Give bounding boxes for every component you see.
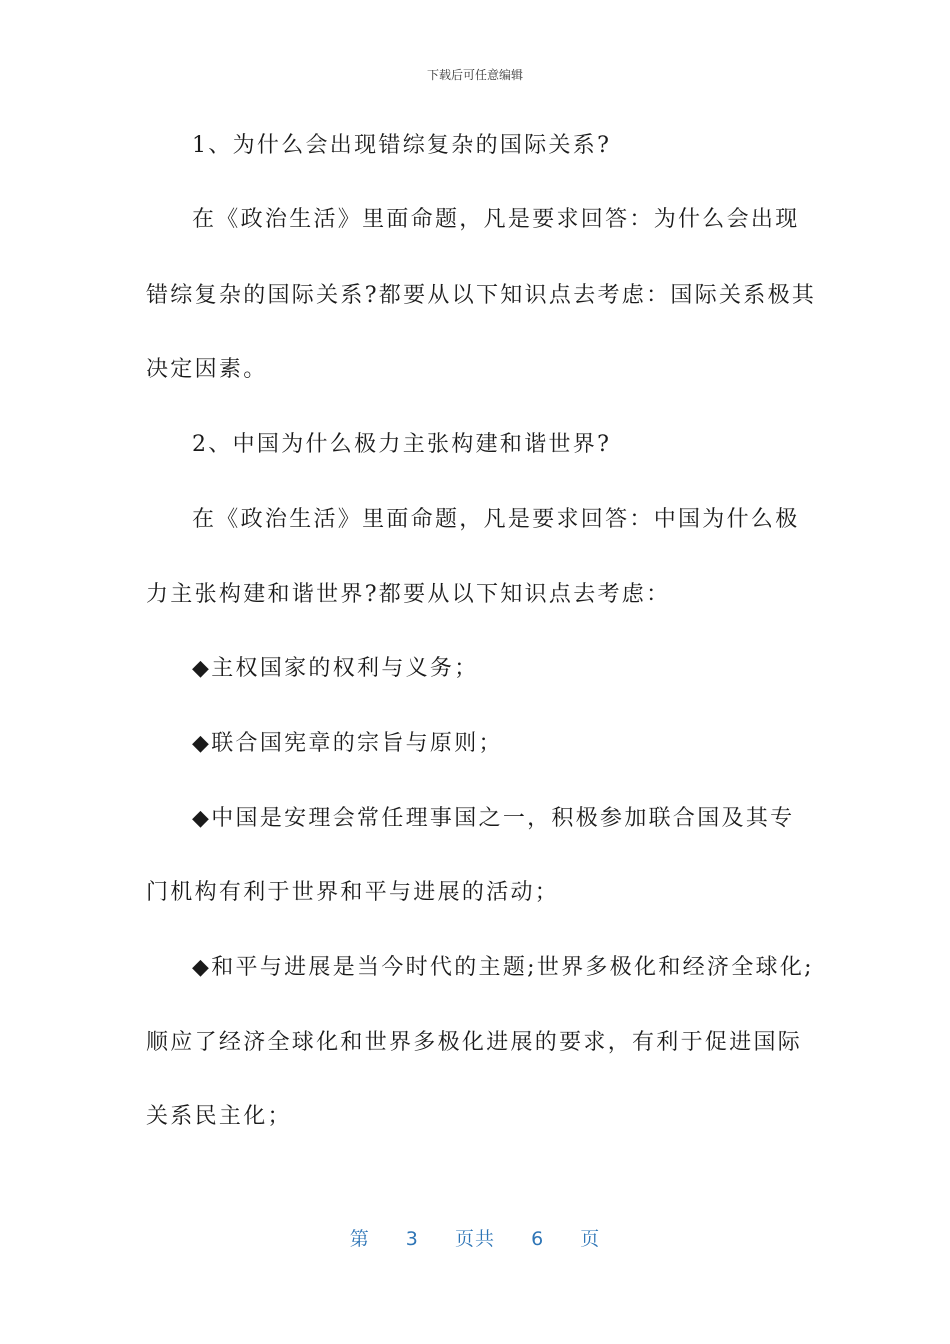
bullet-item: ◆联合国宪章的宗旨与原则； xyxy=(192,731,503,756)
header-note: 下载后可任意编辑 xyxy=(426,68,523,82)
bullet-item: ◆中国是安理会常任理事国之一，积极参加联合国及其专 xyxy=(192,806,795,831)
footer-middle: 页共 xyxy=(454,1228,495,1250)
page-footer xyxy=(0,1224,950,1251)
bullet-item: ◆和平与进展是当今时代的主题;世界多极化和经济全球化; xyxy=(192,955,814,980)
paragraph-line: 在《政治生活》里面命题，凡是要求回答：中国为什么极 xyxy=(192,507,800,532)
paragraph-line: 决定因素。 xyxy=(146,357,268,382)
paragraph-line: 顺应了经济全球化和世界多极化进展的要求，有利于促进国际 xyxy=(146,1030,803,1055)
total-pages-number: 6 xyxy=(531,1228,545,1250)
paragraph-line: 在《政治生活》里面命题，凡是要求回答：为什么会出现 xyxy=(192,207,800,232)
paragraph-line: 力主张构建和谐世界?都要从以下知识点去考虑： xyxy=(146,582,671,607)
paragraph-line: 门机构有利于世界和平与进展的活动； xyxy=(146,880,560,905)
current-page-number: 3 xyxy=(405,1228,419,1250)
footer-prefix: 第 xyxy=(349,1228,370,1250)
paragraph-line: 错综复杂的国际关系?都要从以下知识点去考虑：国际关系极其 xyxy=(146,283,817,308)
question-2-heading: 2、中国为什么极力主张构建和谐世界? xyxy=(192,432,612,457)
paragraph-line: 关系民主化； xyxy=(146,1104,292,1129)
question-1-heading: 1、为什么会出现错综复杂的国际关系? xyxy=(192,133,612,158)
bullet-item: ◆主权国家的权利与义务； xyxy=(192,656,479,681)
footer-suffix: 页 xyxy=(580,1228,601,1250)
